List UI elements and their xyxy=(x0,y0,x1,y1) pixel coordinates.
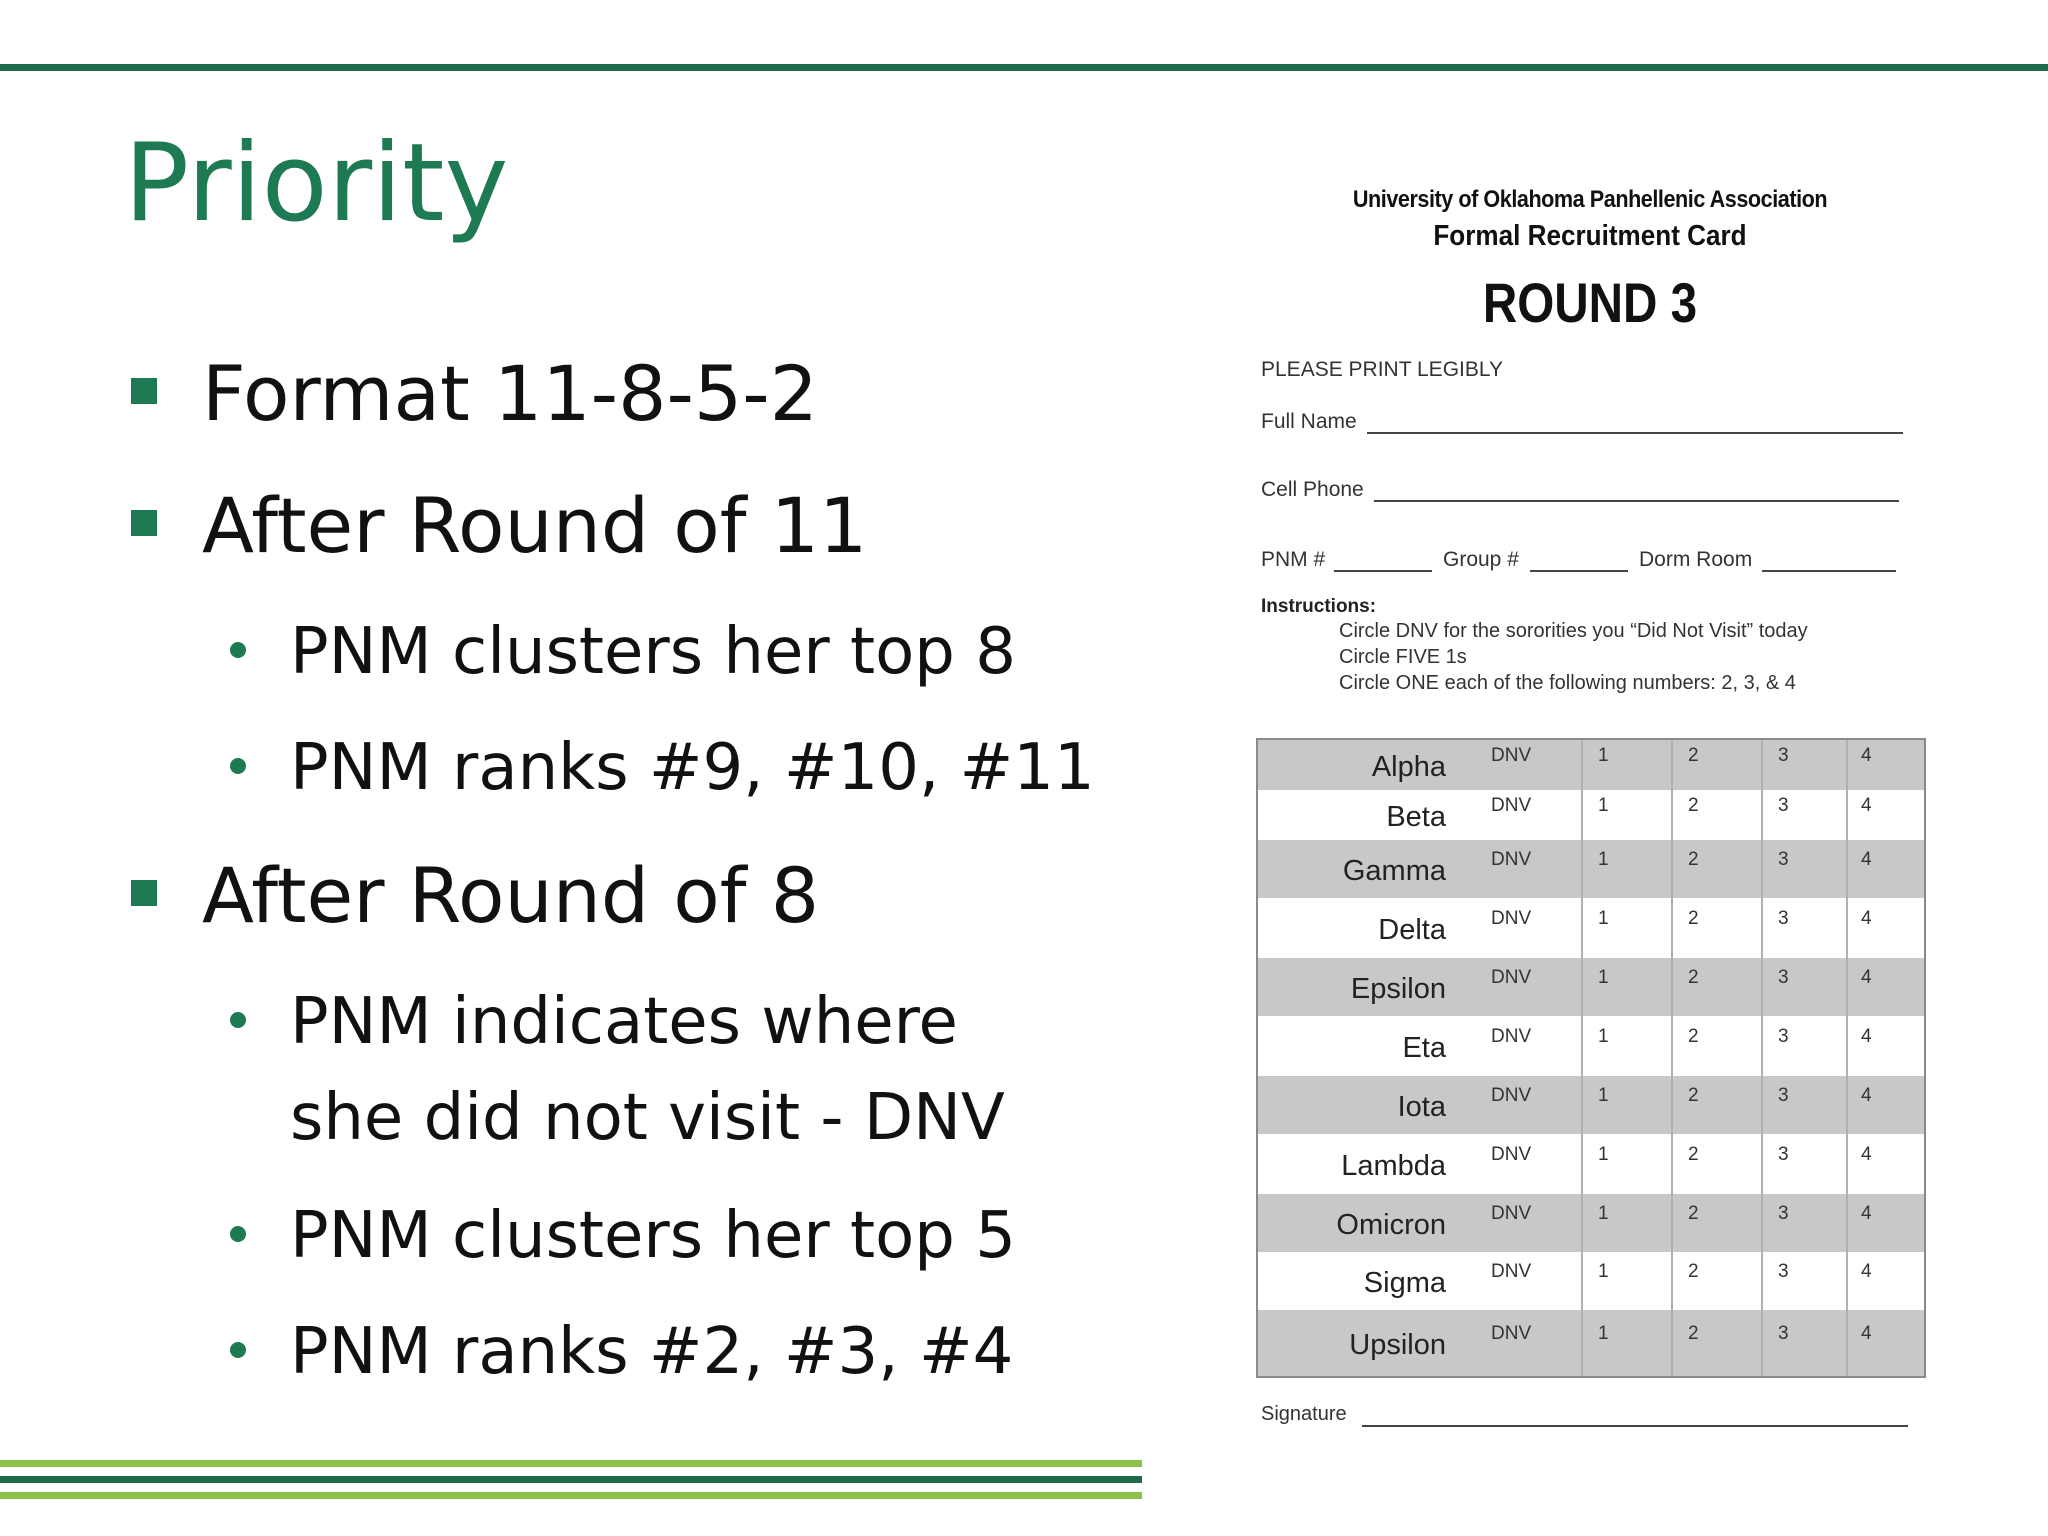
bullet-dot-icon xyxy=(230,1342,246,1358)
slide-title: Priority xyxy=(124,121,509,246)
ranking-option: 1 xyxy=(1598,1261,1609,1282)
dorm-room-label: Dorm Room xyxy=(1639,548,1753,571)
bullet-square-icon xyxy=(131,510,157,536)
sorority-name: Iota xyxy=(1397,1091,1446,1123)
ranking-option: 1 xyxy=(1598,1085,1609,1106)
table-row xyxy=(1258,790,1924,840)
ranking-option: 3 xyxy=(1778,745,1789,766)
print-legibly-label: PLEASE PRINT LEGIBLY xyxy=(1261,358,1503,381)
ranking-option: DNV xyxy=(1491,1144,1532,1165)
recruitment-card-image xyxy=(1250,170,1950,1460)
ranking-option: DNV xyxy=(1491,1026,1532,1047)
bullet-square-icon xyxy=(131,880,157,906)
ranking-option: 2 xyxy=(1688,795,1699,816)
ranking-option: DNV xyxy=(1491,795,1532,816)
dorm-room-line xyxy=(1762,570,1896,572)
cell-phone-label: Cell Phone xyxy=(1261,478,1364,501)
signature-line xyxy=(1362,1425,1908,1427)
table-row xyxy=(1258,840,1924,898)
sub-bullet-item: PNM indicates where xyxy=(290,985,958,1059)
ranking-option: 3 xyxy=(1778,1261,1789,1282)
pnm-number-label: PNM # xyxy=(1261,548,1326,571)
card-heading-form: Formal Recruitment Card xyxy=(1433,220,1747,252)
table-row xyxy=(1258,1134,1924,1194)
ranking-option: 3 xyxy=(1778,967,1789,988)
sorority-ranking-table xyxy=(1256,738,1926,1378)
ranking-option: 4 xyxy=(1861,849,1872,870)
table-row xyxy=(1258,1310,1924,1376)
ranking-option: 3 xyxy=(1778,1026,1789,1047)
group-number-line xyxy=(1530,570,1628,572)
table-row xyxy=(1258,958,1924,1016)
bottom-rule-dark xyxy=(0,1476,1142,1483)
ranking-option: 1 xyxy=(1598,849,1609,870)
sorority-name: Omicron xyxy=(1336,1209,1446,1241)
bullet-dot-icon xyxy=(230,758,246,774)
table-column-divider xyxy=(1581,740,1583,1376)
instruction-line: Circle DNV for the sororities you “Did Not Visit” today xyxy=(1339,620,1808,642)
ranking-option: DNV xyxy=(1491,1261,1532,1282)
table-row xyxy=(1258,1194,1924,1252)
ranking-option: 2 xyxy=(1688,745,1699,766)
full-name-label: Full Name xyxy=(1261,410,1357,433)
instruction-line: Circle FIVE 1s xyxy=(1339,646,1467,668)
ranking-option: 4 xyxy=(1861,745,1872,766)
instruction-line: Circle ONE each of the following numbers: 2, 3, & 4 xyxy=(1339,672,1796,694)
sorority-name: Gamma xyxy=(1342,855,1446,887)
ranking-option: 2 xyxy=(1688,1323,1699,1344)
bullet-dot-icon xyxy=(230,1012,246,1028)
ranking-option: 2 xyxy=(1688,849,1699,870)
bullet-item: Format 11-8-5-2 xyxy=(202,349,819,438)
sub-bullet-item: PNM clusters her top 8 xyxy=(290,615,1016,689)
sorority-name: Epsilon xyxy=(1350,973,1446,1005)
ranking-option: DNV xyxy=(1491,908,1532,929)
group-number-label: Group # xyxy=(1443,548,1519,571)
table-row xyxy=(1258,898,1924,958)
sub-bullet-item: PNM clusters her top 5 xyxy=(290,1199,1016,1273)
ranking-option: 3 xyxy=(1778,1203,1789,1224)
ranking-option: 3 xyxy=(1778,1144,1789,1165)
ranking-option: 1 xyxy=(1598,1026,1609,1047)
ranking-option: 1 xyxy=(1598,795,1609,816)
ranking-option: 4 xyxy=(1861,1144,1872,1165)
table-row xyxy=(1258,1252,1924,1310)
ranking-option: 3 xyxy=(1778,1085,1789,1106)
table-row xyxy=(1258,1016,1924,1076)
sub-bullet-item: PNM ranks #2, #3, #4 xyxy=(290,1315,1014,1389)
ranking-option: 1 xyxy=(1598,1144,1609,1165)
ranking-option: 2 xyxy=(1688,1203,1699,1224)
ranking-option: 4 xyxy=(1861,908,1872,929)
ranking-option: 4 xyxy=(1861,1323,1872,1344)
sorority-name: Lambda xyxy=(1341,1150,1446,1182)
bullet-square-icon xyxy=(131,378,157,404)
ranking-option: 4 xyxy=(1861,1085,1872,1106)
ranking-option: 2 xyxy=(1688,1085,1699,1106)
ranking-option: DNV xyxy=(1491,1323,1532,1344)
ranking-option: 4 xyxy=(1861,1203,1872,1224)
sorority-name: Delta xyxy=(1378,914,1446,946)
ranking-option: DNV xyxy=(1491,1085,1532,1106)
ranking-option: 4 xyxy=(1861,795,1872,816)
table-column-divider xyxy=(1761,740,1763,1376)
sub-bullet-item: PNM ranks #9, #10, #11 xyxy=(290,731,1095,805)
bullet-dot-icon xyxy=(230,642,246,658)
sub-bullet-item-continued: she did not visit - DNV xyxy=(290,1081,1005,1155)
ranking-option: 3 xyxy=(1778,849,1789,870)
ranking-option: 1 xyxy=(1598,1203,1609,1224)
sorority-name: Eta xyxy=(1402,1032,1446,1064)
ranking-option: DNV xyxy=(1491,745,1532,766)
bottom-rule-light xyxy=(0,1460,1142,1467)
table-row xyxy=(1258,740,1924,790)
ranking-option: 2 xyxy=(1688,1261,1699,1282)
pnm-number-line xyxy=(1334,570,1432,572)
table-row xyxy=(1258,1076,1924,1134)
ranking-option: 4 xyxy=(1861,967,1872,988)
instructions-label: Instructions: xyxy=(1261,596,1377,617)
sorority-name: Alpha xyxy=(1371,751,1446,783)
ranking-option: 4 xyxy=(1861,1026,1872,1047)
signature-label: Signature xyxy=(1261,1403,1347,1425)
full-name-line xyxy=(1367,432,1903,434)
sorority-name: Upsilon xyxy=(1349,1329,1446,1361)
ranking-option: 1 xyxy=(1598,967,1609,988)
bottom-rule-light xyxy=(0,1492,1142,1499)
ranking-option: 2 xyxy=(1688,1026,1699,1047)
ranking-option: 1 xyxy=(1598,745,1609,766)
ranking-option: 1 xyxy=(1598,908,1609,929)
ranking-option: 3 xyxy=(1778,1323,1789,1344)
ranking-option: DNV xyxy=(1491,1203,1532,1224)
sorority-name: Sigma xyxy=(1363,1267,1446,1299)
ranking-option: 2 xyxy=(1688,967,1699,988)
ranking-option: 4 xyxy=(1861,1261,1872,1282)
bullet-item: After Round of 8 xyxy=(202,851,820,940)
table-column-divider xyxy=(1671,740,1673,1376)
ranking-option: DNV xyxy=(1491,967,1532,988)
bullet-item: After Round of 11 xyxy=(202,481,868,570)
ranking-option: 3 xyxy=(1778,908,1789,929)
top-rule xyxy=(0,64,2048,71)
card-heading-university: University of Oklahoma Panhellenic Association xyxy=(1352,186,1828,213)
ranking-option: 2 xyxy=(1688,908,1699,929)
table-column-divider xyxy=(1846,740,1848,1376)
sorority-name: Beta xyxy=(1386,801,1446,833)
ranking-option: 1 xyxy=(1598,1323,1609,1344)
ranking-option: 3 xyxy=(1778,795,1789,816)
bullet-dot-icon xyxy=(230,1226,246,1242)
cell-phone-line xyxy=(1374,500,1899,502)
ranking-option: 2 xyxy=(1688,1144,1699,1165)
card-round-title: ROUND 3 xyxy=(1482,271,1698,334)
ranking-option: DNV xyxy=(1491,849,1532,870)
